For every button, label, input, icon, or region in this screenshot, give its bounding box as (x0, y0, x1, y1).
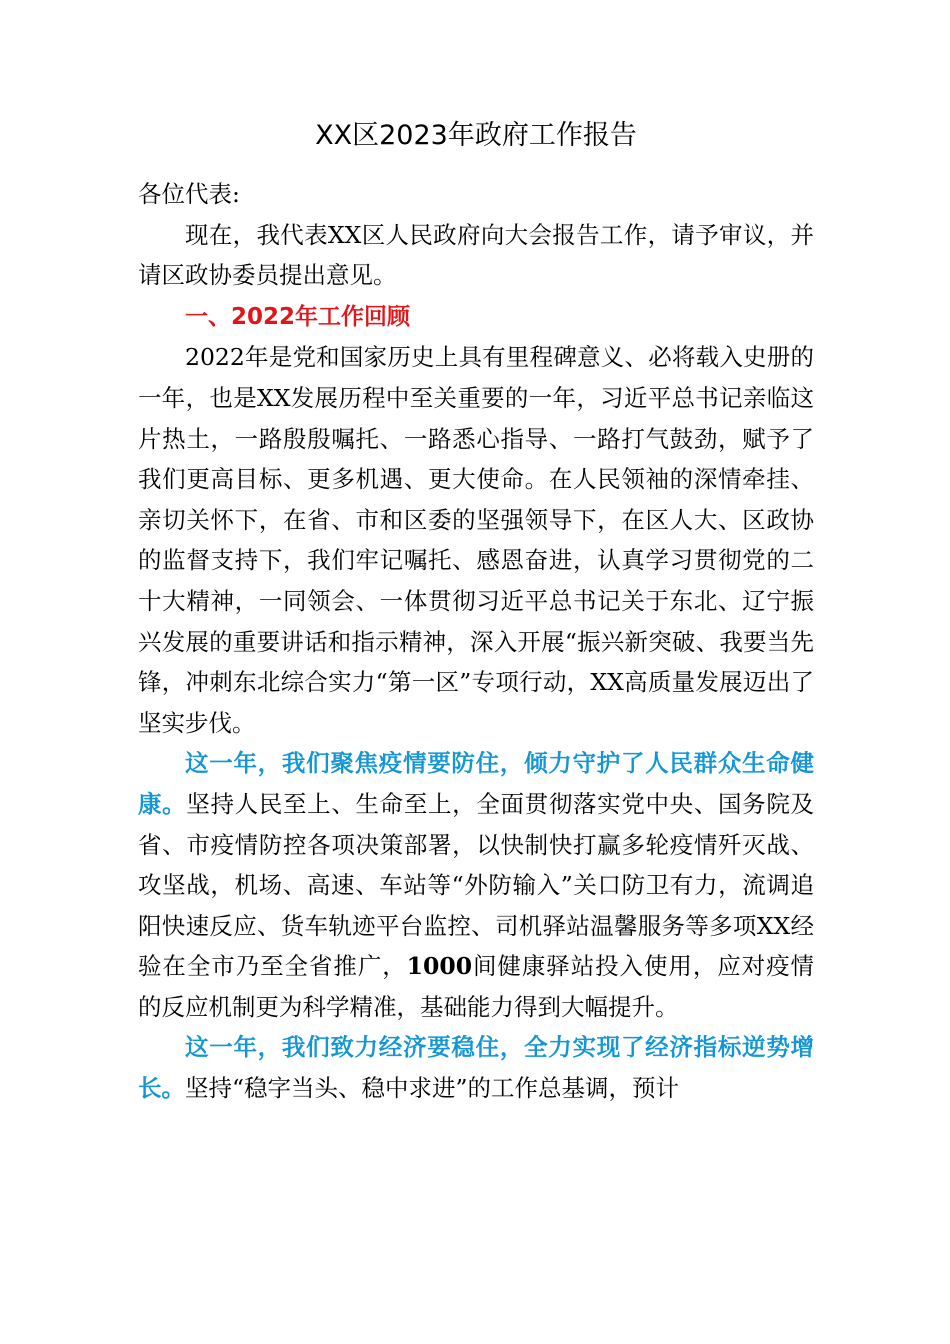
epidemic-paragraph (138, 743, 814, 1027)
economy-text: 坚持“稳字当头、稳中求进”的工作总基调，预计 (185, 1074, 680, 1103)
document-title: XX区2023年政府工作报告 (315, 120, 637, 151)
document-page (138, 0, 814, 1344)
health-station-count: 1000 (406, 952, 473, 981)
epidemic-text: 坚持人民至上、生命至上，全面贯彻落实党中央、国务院及省、市疫情防控各项决策部署，以快制快打赢多轮疫情歼灭战、攻坚战，机场、高速、车站等“外防输入”关口防卫有力，流调追阳快速反应、货车轨迹平台监控、司机驿站温馨服务等多项XX经验在全市乃至全省推广， (138, 789, 815, 981)
intro-paragraph: 现在，我代表XX区人民政府向大会报告工作，请予审议，并请区政协委员提出意见。 (138, 220, 814, 290)
review-paragraph: 2022年是党和国家历史上具有里程碑意义、必将载入史册的一年，也是XX发展历程中至关重要的一年，习近平总书记亲临这片热土，一路殷殷嘱托、一路悉心指导、一路打气鼓劲，赋予了我们更高目标、更多机遇、更大使命。在人民领袖的深情牵挂、亲切关怀下，在省、市和区委的坚强领导下，在区人大、区政协的监督支持下，我们牢记嘱托、感恩奋进，认真学习贯彻党的二十大精神，一同领会、一体贯彻习近平总书记关于东北、辽宁振兴发展的重要讲话和指示精神，深入开展“振兴新突破、我要当先锋，冲刺东北综合实力“第一区”专项行动，XX高质量发展迈出了坚实步伐。 (138, 343, 814, 737)
economy-lead-sentence: 这一年，我们致力经济要稳住，全力实现了经济指标逆势增长。 (138, 1033, 814, 1103)
section-heading-text: 一、2022年工作回顾 (185, 303, 411, 330)
section-heading (138, 296, 814, 338)
economy-paragraph (138, 1027, 814, 1108)
epidemic-text-end: 间健康驿站投入使用，应对疫情的反应机制更为科学精准，基础能力得到大幅提升。 (138, 952, 815, 1021)
document-body (138, 174, 814, 1109)
salutation: 各位代表: (138, 180, 240, 208)
epidemic-lead-sentence: 这一年，我们聚焦疫情要防住，倾力守护了人民群众生命健康。 (138, 749, 814, 818)
